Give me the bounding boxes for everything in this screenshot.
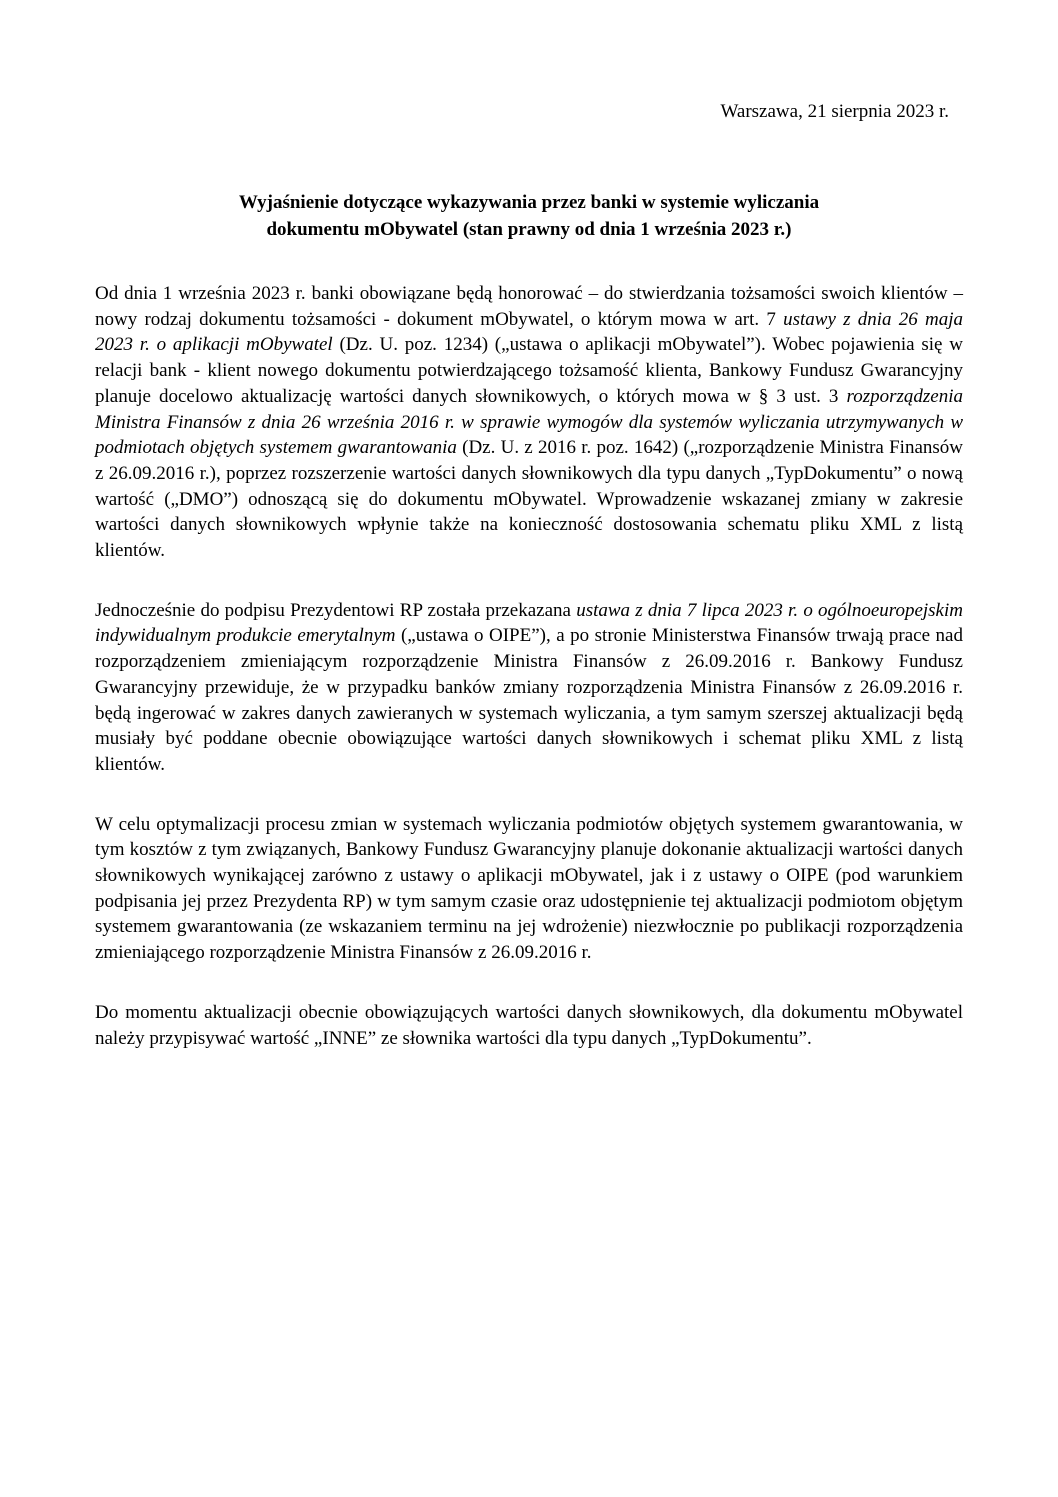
paragraph-1 <box>95 281 963 564</box>
paragraph-3 <box>95 812 963 966</box>
date-line: Warszawa, 21 sierpnia 2023 r. <box>720 101 949 122</box>
paragraph-2 <box>95 598 963 778</box>
text-run: Jednocześnie do podpisu Prezydentowi RP została przekazana <box>95 599 577 621</box>
paragraph-4 <box>95 1000 963 1051</box>
title-line-2: dokumentu mObywatel (stan prawny od dnia 1 września 2023 r.) <box>266 219 792 240</box>
document-body <box>95 281 963 1051</box>
text-run: („ustawa o OIPE”), a po stronie Ministerstwa Finansów trwają prace nad rozporządzeniem zmieniającym rozporządzenie Ministra Finansów z 26.09.2016 r. Bankowy Fundusz Gwarancyjny przewiduje, że w przypadku banków zmiany rozporządzenia Ministra Finansów z 26.09.2016 r. będą ingerować w zakres danych zawieranych w systemach wyliczania, a tym samym szerszej aktualizacji będą musiały być poddane obecnie obowiązujące wartości danych słownikowych i schemat pliku XML z listą klientów. <box>95 625 963 775</box>
title-line-1: Wyjaśnienie dotyczące wykazywania przez banki w systemie wyliczania <box>238 192 820 213</box>
text-run: W celu optymalizacji procesu zmian w systemach wyliczania podmiotów objętych systemem gwarantowania, w tym kosztów z tym związanych, Bankowy Fundusz Gwarancyjny planuje dokonanie aktualizacji wartości danych słownikowych wynikającej zarówno z ustawy o aplikacji mObywatel, jak i z ustawy o OIPE (pod warunkiem podpisania jej przez Prezydenta RP) w tym samym czasie oraz udostępnienie tej aktualizacji podmiotom objętym systemem gwarantowania (ze wskazaniem terminu na jej wdrożenie) niezwłocznie po publikacji rozporządzenia zmieniającego rozporządzenie Ministra Finansów z 26.09.2016 r. <box>95 813 963 964</box>
legal-citation: ustawy z dnia 26 maja 2023 r. o aplikacji mObywatel <box>95 308 963 356</box>
legal-citation: ustawa z dnia 7 lipca 2023 r. o ogólnoeuropejskim indywidualnym produkcie emerytalnym <box>95 599 963 647</box>
document-title <box>95 189 963 243</box>
text-run: Do momentu aktualizacji obecnie obowiązujących wartości danych słownikowych, dla dokumentu mObywatel należy przypisywać wartość „INNE” ze słownika wartości dla typu danych „TypDokumentu”. <box>95 1001 963 1049</box>
legal-citation: rozporządzenia Ministra Finansów z dnia 26 września 2016 r. w sprawie wymogów dla systemów wyliczania utrzymywanych w podmiotach objętych systemem gwarantowania <box>95 385 963 459</box>
text-run: (Dz. U. z 2016 r. poz. 1642) („rozporządzenie Ministra Finansów z 26.09.2016 r.), poprzez rozszerzenie wartości danych słownikowych dla typu danych „TypDokumentu” o nową wartość („DMO”) odnoszącą się do dokumentu mObywatel. Wprowadzenie wskazanej zmiany w zakresie wartości danych słownikowych wpłynie także na konieczność dostosowania schematu pliku XML z listą klientów. <box>95 437 963 562</box>
text-run: (Dz. U. poz. 1234) („ustawa o aplikacji mObywatel”). Wobec pojawienia się w relacji bank - klient nowego dokumentu potwierdzającego tożsamość klienta, Bankowy Fundusz Gwarancyjny planuje docelowo aktualizację wartości danych słownikowych, o których mowa w § 3 ust. 3 <box>95 334 963 407</box>
text-run: Od dnia 1 września 2023 r. banki obowiązane będą honorować – do stwierdzania tożsamości swoich klientów – nowy rodzaj dokumentu tożsamości - dokument mObywatel, o którym mowa w art. 7 <box>95 283 963 330</box>
